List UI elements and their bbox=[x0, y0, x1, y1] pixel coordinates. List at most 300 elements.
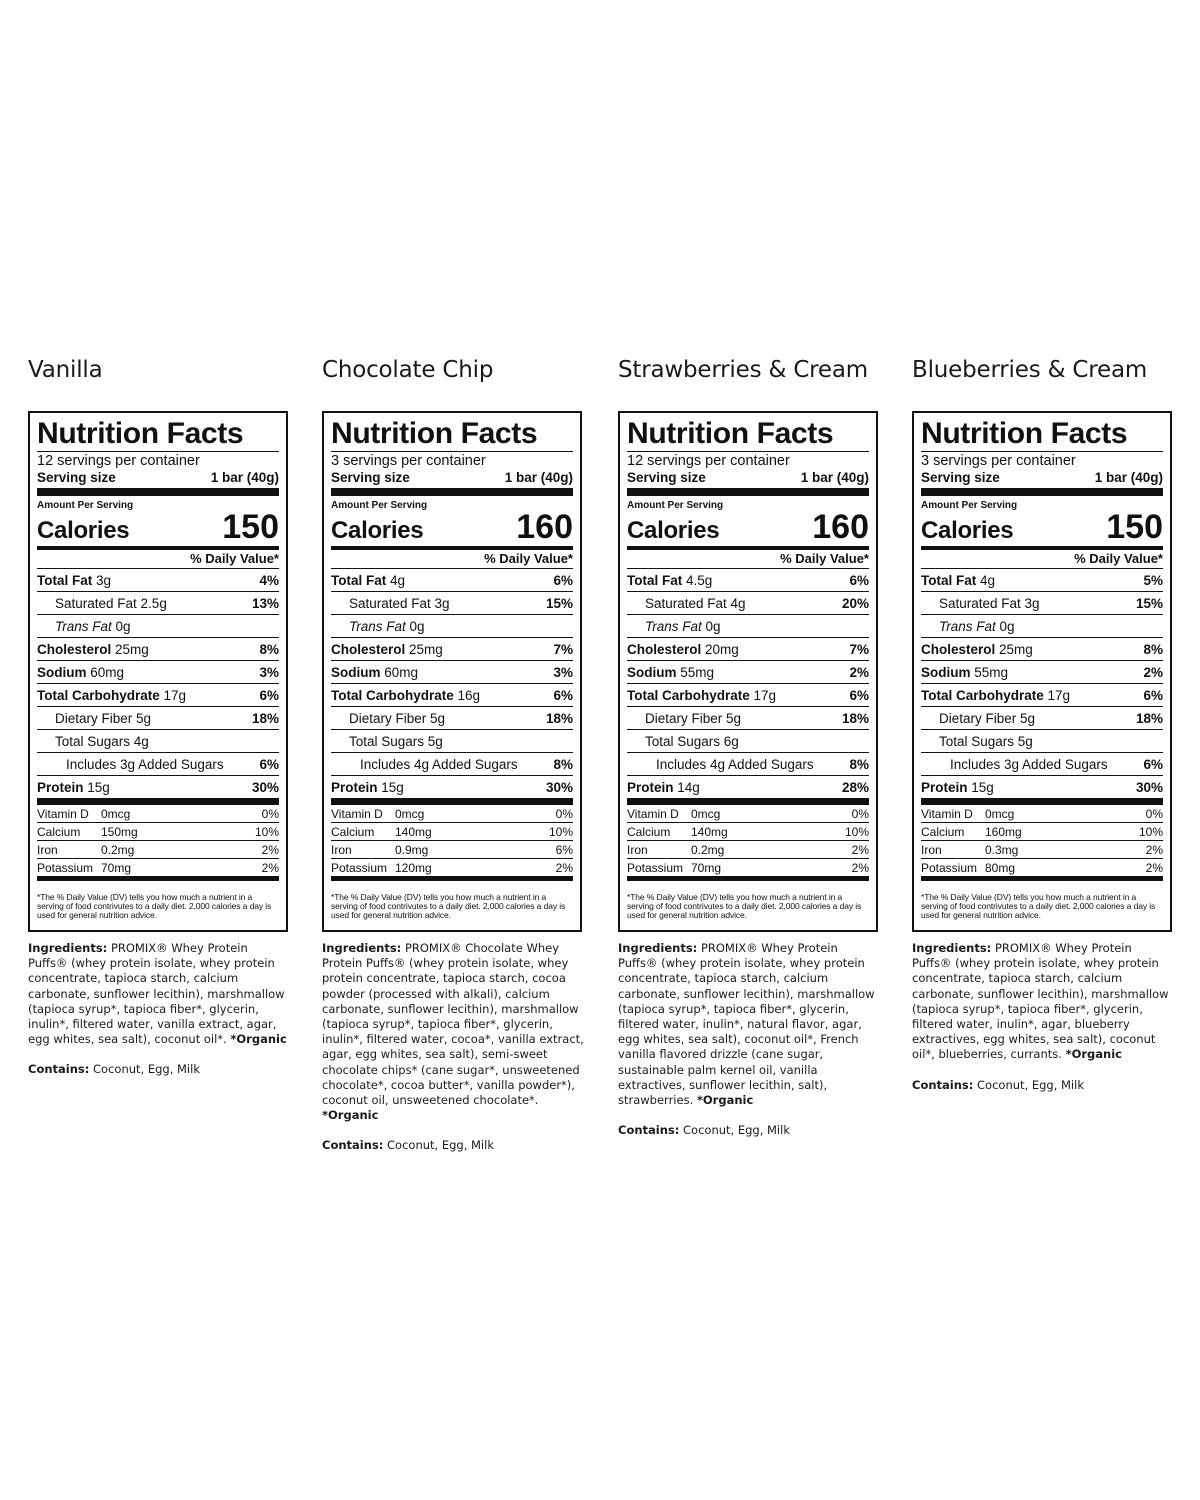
nutrition-facts-title: Nutrition Facts bbox=[37, 417, 244, 450]
sodium-dv: 2% bbox=[849, 664, 869, 680]
trans-fat-row bbox=[921, 615, 1163, 638]
sodium-value: 55mg bbox=[974, 664, 1009, 680]
serving-size-value: 1 bar (40g) bbox=[504, 470, 573, 485]
ingredients-list: PROMIX® Whey Protein Puffs® (whey protein isolate, whey protein concentrate, tapioca starch, calcium carbonate, sunflower lecithin), marshmallow (tapioca syrup*, tapioca fiber*, glycerin, filtered water, inulin*, natural flavor, agar, egg whites, sea salt), coconut oil*, French vanilla flavored drizzle (cane sugar, sustainable palm kernel oil, vanilla extractives, sunflower lecithin, salt), strawberries. bbox=[618, 941, 875, 1108]
allergen-contains bbox=[912, 1078, 1182, 1092]
vitamin-row bbox=[921, 859, 1163, 877]
servings-per-container: 3 servings per container bbox=[921, 451, 1163, 469]
vitamins-list bbox=[331, 805, 573, 877]
contains-label: Contains: bbox=[618, 1123, 680, 1138]
serving-size-label: Serving size bbox=[37, 470, 116, 485]
protein-value: 14g bbox=[677, 779, 700, 795]
flavor-title: Blueberries & Cream bbox=[912, 357, 1148, 383]
carbohydrate-value: 17g bbox=[1047, 687, 1071, 703]
total-fat-value: 4g bbox=[980, 572, 996, 588]
divider bbox=[37, 488, 279, 496]
vitamin-dv: 10% bbox=[1138, 824, 1163, 839]
sodium-value: 60mg bbox=[90, 664, 125, 680]
ingredients-text bbox=[322, 941, 584, 1123]
flavor-title: Vanilla bbox=[28, 357, 103, 383]
amount-per-serving: Amount Per Serving bbox=[921, 500, 1018, 511]
vitamin-row bbox=[37, 841, 279, 859]
cholesterol-value: 25mg bbox=[999, 641, 1033, 657]
trans-fat-row bbox=[627, 615, 869, 638]
added-sugars-row bbox=[921, 753, 1163, 776]
cholesterol-dv: 7% bbox=[553, 641, 573, 657]
vitamin-dv: 0% bbox=[261, 806, 279, 821]
total-fat-row bbox=[331, 569, 573, 592]
vitamin-row bbox=[331, 841, 573, 859]
vitamin-row bbox=[627, 841, 869, 859]
calories-row bbox=[37, 508, 279, 546]
total-fat-row bbox=[37, 569, 279, 592]
vitamin-amount: 140mg bbox=[691, 824, 728, 839]
ingredients-list: PROMIX® Whey Protein Puffs® (whey protein isolate, whey protein concentrate, tapioca starch, calcium carbonate, sunflower lecithin), marshmallow (tapioca syrup*, tapioca fiber*, glycerin, inulin*, filtered water, vanilla extract, agar, egg whites, sea salt), coconut oil*. bbox=[28, 941, 285, 1047]
ingredients-label: Ingredients: bbox=[912, 941, 992, 955]
product-column bbox=[322, 350, 592, 1152]
divider bbox=[37, 877, 279, 881]
saturated-fat-text: Saturated Fat 3g bbox=[939, 595, 1040, 611]
vitamin-dv: 10% bbox=[844, 824, 869, 839]
vitamin-dv: 2% bbox=[261, 860, 279, 875]
dietary-fiber-dv: 18% bbox=[841, 710, 869, 726]
sodium-label: Sodium bbox=[37, 664, 87, 680]
cholesterol-value: 25mg bbox=[409, 641, 443, 657]
cholesterol-row bbox=[921, 638, 1163, 661]
organic-note: *Organic bbox=[322, 1108, 379, 1123]
carbohydrate-label: Total Carbohydrate bbox=[37, 687, 160, 703]
added-sugars-row bbox=[627, 753, 869, 776]
vitamin-row bbox=[331, 823, 573, 841]
organic-note: *Organic bbox=[230, 1032, 287, 1047]
total-fat-label: Total Fat bbox=[331, 572, 387, 588]
cholesterol-value: 25mg bbox=[115, 641, 149, 657]
daily-value-footnote: *The % Daily Value (DV) tells you how much a nutrient in a serving of food contrivutes to a daily diet. 2,000 calories a day is used for general nutrition advice. bbox=[921, 892, 1156, 920]
carbohydrate-value: 16g bbox=[457, 687, 481, 703]
daily-value-footnote: *The % Daily Value (DV) tells you how much a nutrient in a serving of food contrivutes to a daily diet. 2,000 calories a day is used for general nutrition advice. bbox=[37, 892, 272, 920]
contains-value: Coconut, Egg, Milk bbox=[93, 1062, 200, 1077]
serving-size-value: 1 bar (40g) bbox=[800, 470, 869, 485]
sodium-label: Sodium bbox=[331, 664, 381, 680]
ingredients-list: PROMIX® Whey Protein Puffs® (whey protein isolate, whey protein concentrate, tapioca starch, calcium carbonate, sunflower lecithin), marshmallow (tapioca syrup*, tapioca fiber*, glycerin, filtered water, inulin*, agar, blueberry extractives, egg whites, sea salt), coconut oil*, blueberries, currants. bbox=[912, 941, 1169, 1062]
total-fat-dv: 6% bbox=[553, 572, 573, 588]
trans-fat-row bbox=[37, 615, 279, 638]
protein-value: 15g bbox=[381, 779, 404, 795]
added-sugars-dv: 6% bbox=[259, 756, 279, 772]
vitamin-dv: 2% bbox=[851, 860, 869, 875]
vitamin-dv: 0% bbox=[555, 806, 573, 821]
servings-per-container: 12 servings per container bbox=[627, 451, 869, 469]
amount-per-serving: Amount Per Serving bbox=[627, 500, 724, 511]
vitamins-list bbox=[921, 805, 1163, 877]
sodium-dv: 2% bbox=[1143, 664, 1163, 680]
sodium-label: Sodium bbox=[627, 664, 677, 680]
protein-label: Protein bbox=[627, 779, 674, 795]
divider bbox=[921, 877, 1163, 881]
sodium-dv: 3% bbox=[553, 664, 573, 680]
serving-size-row bbox=[627, 469, 869, 486]
serving-size-value: 1 bar (40g) bbox=[210, 470, 279, 485]
vitamin-name: Iron bbox=[37, 842, 58, 857]
nutrition-facts-title: Nutrition Facts bbox=[627, 417, 834, 450]
total-fat-label: Total Fat bbox=[37, 572, 93, 588]
contains-value: Coconut, Egg, Milk bbox=[977, 1077, 1084, 1092]
protein-row bbox=[37, 776, 279, 798]
vitamin-amount: 0.3mg bbox=[985, 842, 1019, 857]
servings-per-container: 3 servings per container bbox=[331, 451, 573, 469]
vitamin-dv: 2% bbox=[555, 860, 573, 875]
daily-value-header: % Daily Value* bbox=[921, 550, 1163, 569]
added-sugars-text: Includes 3g Added Sugars bbox=[950, 756, 1108, 772]
calories-label: Calories bbox=[37, 517, 130, 544]
vitamin-name: Vitamin D bbox=[627, 806, 679, 821]
allergen-contains bbox=[322, 1138, 592, 1152]
cholesterol-dv: 8% bbox=[259, 641, 279, 657]
vitamin-dv: 0% bbox=[851, 806, 869, 821]
carbohydrate-dv: 6% bbox=[553, 687, 573, 703]
serving-size-label: Serving size bbox=[921, 470, 1000, 485]
dietary-fiber-text: Dietary Fiber 5g bbox=[55, 710, 152, 726]
vitamin-amount: 0.2mg bbox=[691, 842, 725, 857]
trans-fat-label: Trans Fat bbox=[55, 618, 112, 634]
vitamin-row bbox=[37, 805, 279, 823]
organic-note: *Organic bbox=[696, 1093, 754, 1108]
saturated-fat-dv: 15% bbox=[545, 595, 573, 611]
divider bbox=[921, 798, 1163, 805]
total-carbohydrate-row bbox=[331, 684, 573, 707]
vitamin-name: Iron bbox=[921, 842, 942, 857]
total-fat-dv: 4% bbox=[259, 572, 279, 588]
cholesterol-row bbox=[627, 638, 869, 661]
vitamin-amount: 70mg bbox=[691, 860, 722, 875]
total-fat-row bbox=[921, 569, 1163, 592]
daily-value-footnote: *The % Daily Value (DV) tells you how much a nutrient in a serving of food contrivutes to a daily diet. 2,000 calories a day is used for general nutrition advice. bbox=[627, 892, 862, 920]
trans-fat-label: Trans Fat bbox=[939, 618, 996, 634]
allergen-contains bbox=[28, 1062, 298, 1076]
trans-fat-label: Trans Fat bbox=[645, 618, 702, 634]
contains-label: Contains: bbox=[322, 1138, 384, 1153]
vitamin-row bbox=[331, 805, 573, 823]
sodium-row bbox=[37, 661, 279, 684]
vitamin-amount: 80mg bbox=[985, 860, 1016, 875]
added-sugars-row bbox=[37, 753, 279, 776]
vitamin-name: Calcium bbox=[331, 824, 375, 839]
dietary-fiber-dv: 18% bbox=[1135, 710, 1163, 726]
carbohydrate-value: 17g bbox=[753, 687, 777, 703]
daily-value-header: % Daily Value* bbox=[627, 550, 869, 569]
protein-dv: 28% bbox=[841, 779, 869, 795]
total-fat-row bbox=[627, 569, 869, 592]
total-sugars-row bbox=[331, 730, 573, 753]
vitamin-amount: 120mg bbox=[395, 860, 432, 875]
amount-per-serving: Amount Per Serving bbox=[331, 500, 428, 511]
daily-value-footnote: *The % Daily Value (DV) tells you how much a nutrient in a serving of food contrivutes to a daily diet. 2,000 calories a day is used for general nutrition advice. bbox=[331, 892, 566, 920]
vitamin-amount: 160mg bbox=[985, 824, 1022, 839]
added-sugars-text: Includes 3g Added Sugars bbox=[66, 756, 224, 772]
protein-dv: 30% bbox=[545, 779, 573, 795]
vitamin-row bbox=[627, 805, 869, 823]
calories-row bbox=[627, 508, 869, 546]
ingredients-label: Ingredients: bbox=[28, 941, 108, 955]
saturated-fat-row bbox=[627, 592, 869, 615]
vitamin-name: Iron bbox=[627, 842, 648, 857]
added-sugars-dv: 8% bbox=[849, 756, 869, 772]
calories-value: 160 bbox=[516, 508, 573, 546]
vitamin-dv: 10% bbox=[548, 824, 573, 839]
vitamin-name: Potassium bbox=[627, 860, 684, 875]
sodium-value: 55mg bbox=[680, 664, 715, 680]
nutrition-facts-label bbox=[28, 411, 288, 932]
saturated-fat-dv: 13% bbox=[251, 595, 279, 611]
saturated-fat-row bbox=[331, 592, 573, 615]
total-sugars-text: Total Sugars 6g bbox=[645, 733, 739, 749]
total-carbohydrate-row bbox=[627, 684, 869, 707]
cholesterol-value: 20mg bbox=[705, 641, 739, 657]
sodium-label: Sodium bbox=[921, 664, 971, 680]
vitamin-dv: 2% bbox=[1145, 842, 1163, 857]
vitamin-dv: 10% bbox=[254, 824, 279, 839]
carbohydrate-dv: 6% bbox=[1143, 687, 1163, 703]
vitamin-amount: 0mcg bbox=[985, 806, 1015, 821]
vitamin-dv: 2% bbox=[851, 842, 869, 857]
saturated-fat-row bbox=[921, 592, 1163, 615]
added-sugars-text: Includes 4g Added Sugars bbox=[656, 756, 814, 772]
total-sugars-row bbox=[37, 730, 279, 753]
nutrition-facts-label bbox=[618, 411, 878, 932]
calories-value: 160 bbox=[812, 508, 869, 546]
vitamin-row bbox=[627, 859, 869, 877]
added-sugars-dv: 8% bbox=[553, 756, 573, 772]
nutrition-facts-title: Nutrition Facts bbox=[921, 417, 1128, 450]
ingredients-list: PROMIX® Chocolate Whey Protein Puffs® (whey protein isolate, whey protein concentrate, tapioca starch, cocoa powder (processed with alkali), calcium carbonate, sunflower lecithin), marshmallow (tapioca syrup*, tapioca fiber*, glycerin, inulin*, filtered water, cocoa*, vanilla extract, agar, egg whites, sea salt), semi-sweet chocolate chips* (cane sugar*, unsweetened chocolate*, cocoa butter*, vanilla powder*), coconut oil, unsweetened chocolate*. bbox=[322, 941, 584, 1108]
saturated-fat-dv: 15% bbox=[1135, 595, 1163, 611]
serving-size-value: 1 bar (40g) bbox=[1094, 470, 1163, 485]
total-fat-dv: 6% bbox=[849, 572, 869, 588]
vitamin-amount: 0.9mg bbox=[395, 842, 429, 857]
dietary-fiber-dv: 18% bbox=[251, 710, 279, 726]
total-sugars-row bbox=[921, 730, 1163, 753]
vitamin-dv: 6% bbox=[555, 842, 573, 857]
protein-row bbox=[627, 776, 869, 798]
organic-note: *Organic bbox=[1065, 1047, 1122, 1062]
vitamin-name: Vitamin D bbox=[921, 806, 973, 821]
total-fat-label: Total Fat bbox=[921, 572, 977, 588]
calories-label: Calories bbox=[331, 517, 424, 544]
allergen-contains bbox=[618, 1123, 888, 1137]
contains-value: Coconut, Egg, Milk bbox=[387, 1138, 494, 1153]
dietary-fiber-row bbox=[921, 707, 1163, 730]
product-column bbox=[28, 350, 298, 1076]
vitamin-row bbox=[37, 823, 279, 841]
saturated-fat-text: Saturated Fat 2.5g bbox=[55, 595, 167, 611]
vitamin-row bbox=[921, 805, 1163, 823]
divider bbox=[921, 488, 1163, 496]
protein-row bbox=[331, 776, 573, 798]
total-fat-dv: 5% bbox=[1143, 572, 1163, 588]
total-carbohydrate-row bbox=[37, 684, 279, 707]
calories-row bbox=[331, 508, 573, 546]
sodium-row bbox=[627, 661, 869, 684]
dietary-fiber-dv: 18% bbox=[545, 710, 573, 726]
contains-value: Coconut, Egg, Milk bbox=[683, 1123, 790, 1138]
vitamins-list bbox=[627, 805, 869, 877]
protein-dv: 30% bbox=[1135, 779, 1163, 795]
total-fat-value: 4g bbox=[390, 572, 406, 588]
vitamin-dv: 2% bbox=[261, 842, 279, 857]
vitamin-amount: 0mcg bbox=[395, 806, 425, 821]
serving-size-row bbox=[331, 469, 573, 486]
vitamin-amount: 70mg bbox=[101, 860, 132, 875]
total-sugars-text: Total Sugars 5g bbox=[349, 733, 443, 749]
dietary-fiber-row bbox=[37, 707, 279, 730]
sodium-row bbox=[921, 661, 1163, 684]
saturated-fat-dv: 20% bbox=[841, 595, 869, 611]
calories-value: 150 bbox=[222, 508, 279, 546]
vitamin-amount: 0mcg bbox=[101, 806, 131, 821]
cholesterol-label: Cholesterol bbox=[331, 641, 406, 657]
cholesterol-dv: 7% bbox=[849, 641, 869, 657]
vitamin-amount: 140mg bbox=[395, 824, 432, 839]
vitamin-row bbox=[37, 859, 279, 877]
divider bbox=[331, 798, 573, 805]
nutrition-facts-title: Nutrition Facts bbox=[331, 417, 538, 450]
serving-size-label: Serving size bbox=[331, 470, 410, 485]
cholesterol-label: Cholesterol bbox=[37, 641, 112, 657]
ingredients-label: Ingredients: bbox=[618, 941, 698, 955]
vitamin-name: Calcium bbox=[921, 824, 965, 839]
dietary-fiber-text: Dietary Fiber 5g bbox=[645, 710, 742, 726]
vitamin-amount: 0.2mg bbox=[101, 842, 135, 857]
vitamin-amount: 150mg bbox=[101, 824, 138, 839]
trans-fat-value: 0g bbox=[115, 618, 131, 634]
total-sugars-text: Total Sugars 4g bbox=[55, 733, 149, 749]
ingredients-text bbox=[912, 941, 1174, 1063]
cholesterol-row bbox=[37, 638, 279, 661]
product-column bbox=[618, 350, 888, 1137]
protein-label: Protein bbox=[921, 779, 968, 795]
nutrition-facts-label bbox=[322, 411, 582, 932]
vitamin-dv: 0% bbox=[1145, 806, 1163, 821]
carbohydrate-value: 17g bbox=[163, 687, 187, 703]
calories-row bbox=[921, 508, 1163, 546]
vitamin-name: Vitamin D bbox=[37, 806, 89, 821]
amount-per-serving: Amount Per Serving bbox=[37, 500, 134, 511]
protein-label: Protein bbox=[331, 779, 378, 795]
protein-dv: 30% bbox=[251, 779, 279, 795]
calories-label: Calories bbox=[921, 517, 1014, 544]
total-fat-value: 3g bbox=[96, 572, 112, 588]
vitamins-list bbox=[37, 805, 279, 877]
saturated-fat-text: Saturated Fat 3g bbox=[349, 595, 450, 611]
sodium-row bbox=[331, 661, 573, 684]
trans-fat-value: 0g bbox=[409, 618, 425, 634]
cholesterol-row bbox=[331, 638, 573, 661]
carbohydrate-dv: 6% bbox=[849, 687, 869, 703]
flavor-title: Chocolate Chip bbox=[322, 357, 494, 383]
divider bbox=[331, 488, 573, 496]
protein-row bbox=[921, 776, 1163, 798]
vitamin-name: Calcium bbox=[627, 824, 671, 839]
vitamin-row bbox=[627, 823, 869, 841]
dietary-fiber-row bbox=[627, 707, 869, 730]
dietary-fiber-text: Dietary Fiber 5g bbox=[349, 710, 446, 726]
flavor-title: Strawberries & Cream bbox=[618, 357, 868, 383]
protein-value: 15g bbox=[971, 779, 994, 795]
cholesterol-label: Cholesterol bbox=[627, 641, 702, 657]
vitamin-name: Potassium bbox=[331, 860, 388, 875]
daily-value-header: % Daily Value* bbox=[37, 550, 279, 569]
servings-per-container: 12 servings per container bbox=[37, 451, 279, 469]
total-sugars-text: Total Sugars 5g bbox=[939, 733, 1033, 749]
cholesterol-label: Cholesterol bbox=[921, 641, 996, 657]
protein-value: 15g bbox=[87, 779, 110, 795]
daily-value-header: % Daily Value* bbox=[331, 550, 573, 569]
added-sugars-row bbox=[331, 753, 573, 776]
contains-label: Contains: bbox=[28, 1062, 90, 1077]
vitamin-row bbox=[331, 859, 573, 877]
serving-size-row bbox=[37, 469, 279, 486]
carbohydrate-label: Total Carbohydrate bbox=[331, 687, 454, 703]
calories-label: Calories bbox=[627, 517, 720, 544]
saturated-fat-row bbox=[37, 592, 279, 615]
product-column bbox=[912, 350, 1182, 1092]
trans-fat-value: 0g bbox=[999, 618, 1015, 634]
ingredients-text bbox=[28, 941, 290, 1047]
total-fat-label: Total Fat bbox=[627, 572, 683, 588]
sodium-dv: 3% bbox=[259, 664, 279, 680]
trans-fat-row bbox=[331, 615, 573, 638]
vitamin-amount: 0mcg bbox=[691, 806, 721, 821]
vitamin-name: Potassium bbox=[921, 860, 978, 875]
divider bbox=[37, 798, 279, 805]
vitamin-dv: 2% bbox=[1145, 860, 1163, 875]
ingredients-text bbox=[618, 941, 880, 1108]
sodium-value: 60mg bbox=[384, 664, 419, 680]
dietary-fiber-row bbox=[331, 707, 573, 730]
divider bbox=[627, 798, 869, 805]
dietary-fiber-text: Dietary Fiber 5g bbox=[939, 710, 1036, 726]
serving-size-row bbox=[921, 469, 1163, 486]
trans-fat-label: Trans Fat bbox=[349, 618, 406, 634]
vitamin-name: Potassium bbox=[37, 860, 94, 875]
vitamin-name: Calcium bbox=[37, 824, 81, 839]
contains-label: Contains: bbox=[912, 1077, 974, 1092]
carbohydrate-dv: 6% bbox=[259, 687, 279, 703]
vitamin-name: Iron bbox=[331, 842, 352, 857]
added-sugars-text: Includes 4g Added Sugars bbox=[360, 756, 518, 772]
ingredients-label: Ingredients: bbox=[322, 941, 402, 955]
divider bbox=[331, 877, 573, 881]
carbohydrate-label: Total Carbohydrate bbox=[921, 687, 1044, 703]
vitamin-row bbox=[921, 823, 1163, 841]
protein-label: Protein bbox=[37, 779, 84, 795]
saturated-fat-text: Saturated Fat 4g bbox=[645, 595, 746, 611]
carbohydrate-label: Total Carbohydrate bbox=[627, 687, 750, 703]
serving-size-label: Serving size bbox=[627, 470, 706, 485]
nutrition-facts-label bbox=[912, 411, 1172, 932]
trans-fat-value: 0g bbox=[705, 618, 721, 634]
added-sugars-dv: 6% bbox=[1143, 756, 1163, 772]
total-carbohydrate-row bbox=[921, 684, 1163, 707]
total-fat-value: 4.5g bbox=[686, 572, 713, 588]
vitamin-row bbox=[921, 841, 1163, 859]
divider bbox=[627, 488, 869, 496]
cholesterol-dv: 8% bbox=[1143, 641, 1163, 657]
divider bbox=[627, 877, 869, 881]
total-sugars-row bbox=[627, 730, 869, 753]
vitamin-name: Vitamin D bbox=[331, 806, 383, 821]
calories-value: 150 bbox=[1106, 508, 1163, 546]
